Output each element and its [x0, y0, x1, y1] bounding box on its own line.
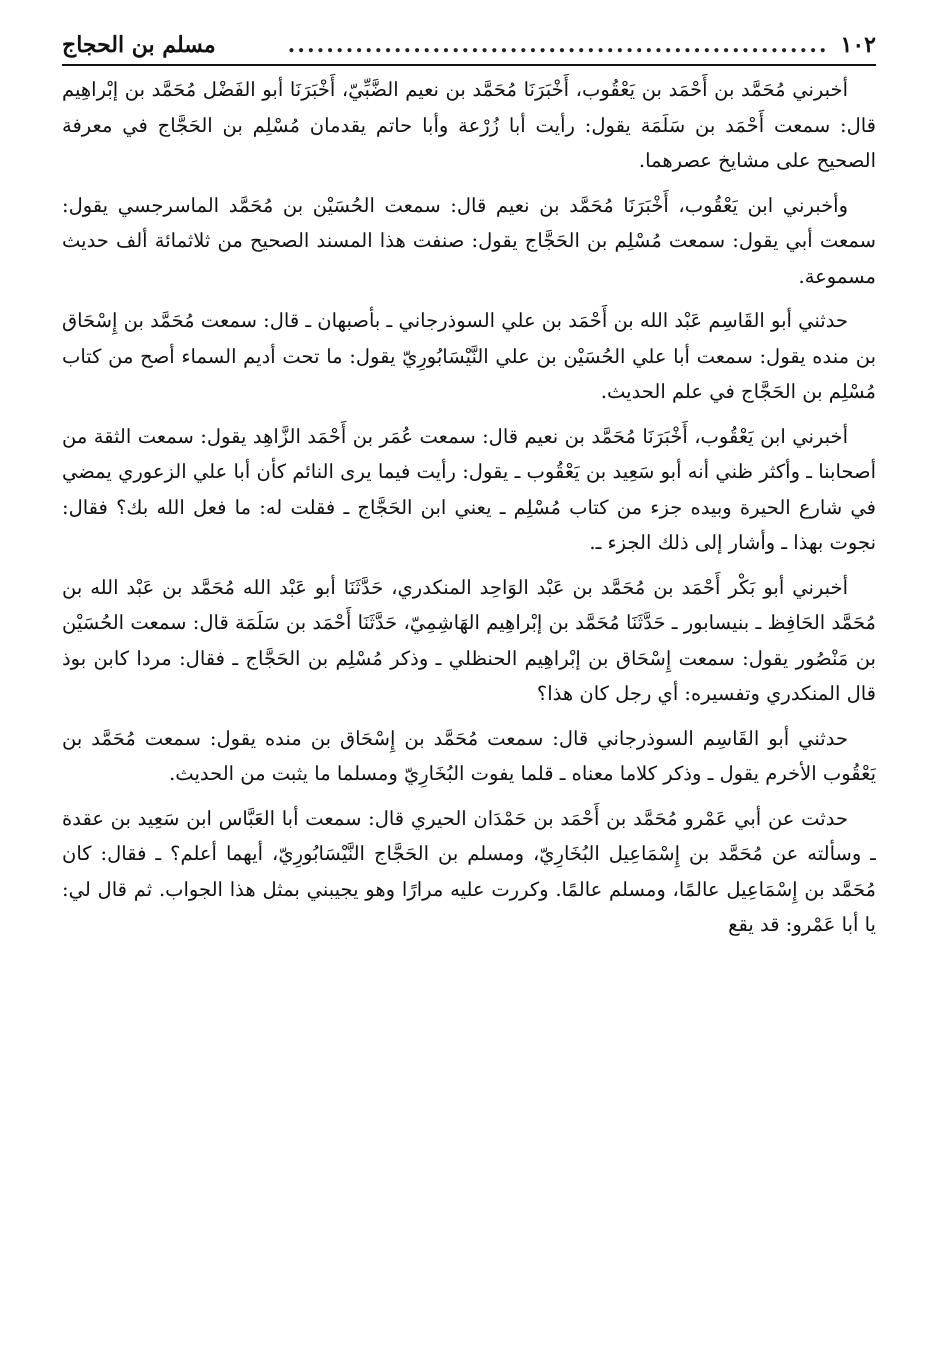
paragraph-6: حدثني أبو القَاسِم السوذرجاني قال: سمعت مُحَمَّد بن إِسْحَاق بن منده يقول: سمعت مُحَمَّد بن يَعْقُوب الأخرم يقول ـ وذكر كلاما معناه ـ قلما يفوت البُخَارِيّ ومسلما ما يثبت من الحديث.: [62, 726, 876, 785]
paragraph-3: حدثني أبو القَاسِم عَبْد الله بن أَحْمَد بن علي السوذرجاني ـ بأصبهان ـ قال: سمعت مُحَمَّد بن إِسْحَاق بن منده يقول: سمعت أبا علي الحُسَيْن بن علي النَّيْسَابُورِيّ يقول: ما تحت أديم السماء أصح من كتاب مُسْلِم بن الحَجَّاج في علم الحديث.: [62, 309, 876, 403]
page-number: ١٠٢: [840, 32, 876, 58]
paragraph-2: وأخبرني ابن يَعْقُوب، أَخْبَرَنَا مُحَمَّد بن نعيم قال: سمعت الحُسَيْن بن مُحَمَّد الماسرجسي يقول: سمعت أبي يقول: سمعت مُسْلِم بن الحَجَّاج يقول: صنفت هذا المسند الصحيح من ثلاثمائة ألف حديث مسموعة.: [62, 193, 876, 288]
paragraph-1: أخبرني مُحَمَّد بن أَحْمَد بن يَعْقُوب، أَخْبَرَنَا مُحَمَّد بن نعيم الضَّبِّيّ، أَخْبَرَنَا أبو الفَضْل مُحَمَّد بن إبْراهِيم قال: سمعت أَحْمَد بن سَلَمَة يقول: رأيت أبا زُرْعة وأبا حاتم يقدمان مُسْلِم بن الحَجَّاج في معرفة الصحيح على مشايخ عصرهما.: [62, 78, 876, 172]
paragraph-7: حدثت عن أبي عَمْرو مُحَمَّد بن أَحْمَد بن حَمْدَان الحيري قال: سمعت أبا العَبَّاس ابن سَعِيد بن عقدة ـ وسألته عن مُحَمَّد بن إِسْمَاعِيل البُخَارِيّ، ومسلم بن الحَجَّاج النَّيْسَابُورِيّ، أيهما أعلم؟ ـ فقال: كان مُحَمَّد بن إِسْمَاعِيل عالمًا، ومسلم عالمًا. وكررت عليه مرارًا وهو يجيبني بمثل هذا الجواب. ثم قال لي: يا أبا عَمْرو: قد يقع: [62, 806, 876, 936]
running-title: مسلم بن الحجاج: [62, 32, 216, 58]
paragraph-5: أخبرني أبو بَكْر أَحْمَد بن مُحَمَّد بن عَبْد الوَاحِد المنكدري، حَدَّثَنَا أبو عَبْد الله مُحَمَّد بن عَبْد الله بن مُحَمَّد الحَافِظ ـ بنيسابور ـ حَدَّثَنَا مُحَمَّد بن إبْراهِيم الهَاشِمِيّ، حَدَّثَنَا أَحْمَد بن سَلَمَة قال: سمعت الحُسَيْن بن مَنْصُور يقول: سمعت إِسْحَاق بن إبْراهِيم الحنظلي ـ وذكر مُسْلِم بن الحَجَّاج ـ فقال: مردا كابن بوذ قال المنكدري وتفسيره: أي رجل كان هذا؟: [62, 575, 876, 705]
body-text: [62, 72, 876, 943]
header-leader-dots: ........................................................: [287, 32, 829, 58]
paragraph-4: أخبرني ابن يَعْقُوب، أَخْبَرَنَا مُحَمَّد بن نعيم قال: سمعت عُمَر بن أَحْمَد الزَّاهِد يقول: سمعت الثقة من أصحابنا ـ وأكثر ظني أنه أبو سَعِيد بن يَعْقُوب ـ يقول: رأيت فيما يرى النائم كأن أبا علي الزعوري يمضي في شارع الحيرة وبيده جزء من كتاب مُسْلِم ـ يعني ابن الحَجَّاج ـ فقلت له: ما فعل الله بك؟ فقال: نجوت بهذا ـ وأشار إلى ذلك الجزء ـ.: [62, 424, 876, 554]
running-header: [62, 30, 876, 66]
book-page: [62, 30, 876, 1340]
